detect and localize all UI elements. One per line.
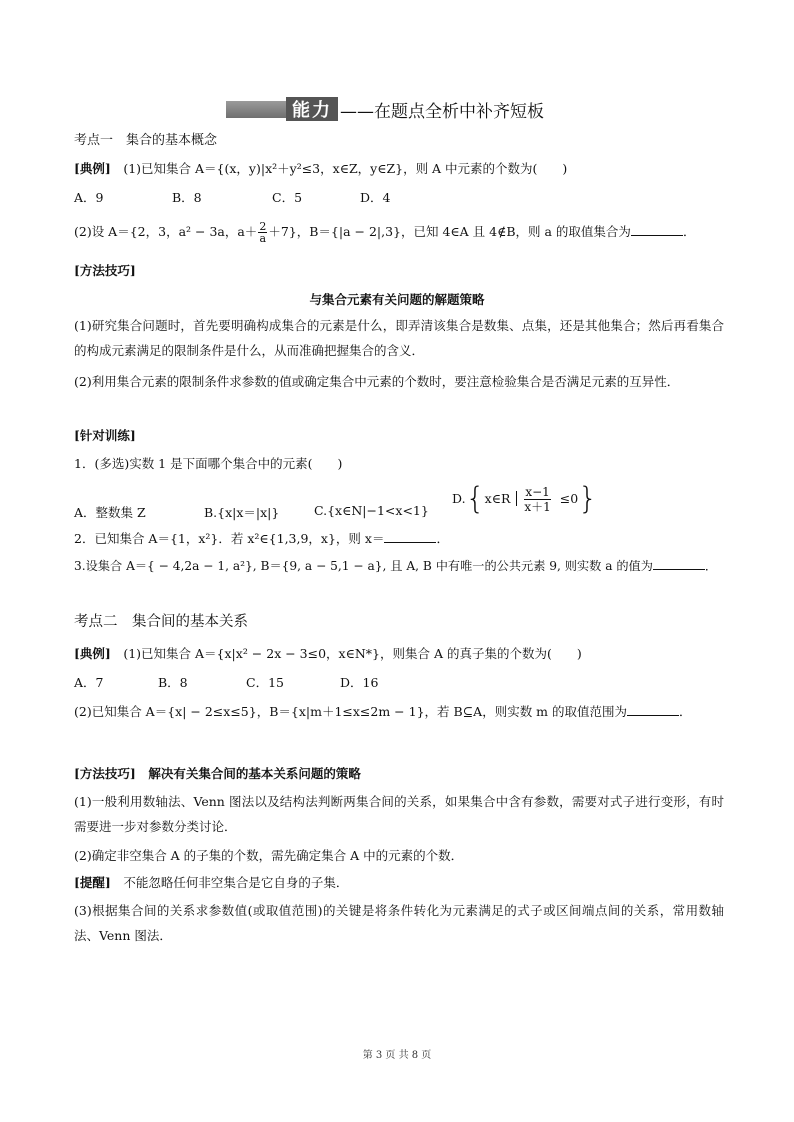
training-question-3: 3.设集合 A＝{ − 4,2a − 1, a²}, B＝{9, a − 5,1 − a}, 且 A, B 中有唯一的公共元素 9, 则实数 a 的值为 ． — [74, 559, 718, 573]
example2-text-end: ＋7}，B＝{|a − 2|,3}，已知 4∈A 且 4∉B，则 a 的取值集合为 — [268, 224, 631, 239]
t2-option-b: B．8 — [158, 675, 188, 690]
answer-blank — [384, 530, 436, 543]
tip-label: [提醒] — [74, 875, 111, 890]
topic2-method-3: (3)根据集合间的关系求参数值(或取值范围)的关键是将条件转化为元素满足的式子或区间端点间的关系，常用数轴法、Venn 图法． — [74, 903, 724, 943]
t2-option-d: D．16 — [340, 675, 379, 690]
example2-text-start: (2)设 A＝{2，3，a² − 3a，a＋ — [74, 224, 258, 239]
topic2-tip: [提醒] 不能忽略任何非空集合是它自身的子集． — [74, 875, 349, 890]
header-subtitle: ——在题点全析中补齐短板 — [340, 101, 544, 122]
header-label-box: 能力 — [286, 97, 338, 121]
topic2-method-1: (1)一般利用数轴法、Venn 图法以及结构法判断两集合间的关系，如果集合中含有参数，需要对式子进行变形，有时需要进一步对参数分类讨论． — [74, 794, 724, 834]
training-label: [针对训练] — [74, 428, 136, 443]
option-a: A．9 — [74, 190, 104, 205]
t2-option-c: C．15 — [246, 675, 284, 690]
topic2-example2: (2)已知集合 A＝{x| − 2≤x≤5}，B＝{x|m＋1≤x≤2m − 1}，若 B⊆A，则实数 m 的取值范围为 ． — [74, 704, 692, 719]
training-question-1: 1．(多选)实数 1 是下面哪个集合中的元素( ) — [74, 456, 343, 471]
option-d: D．4 — [360, 190, 391, 205]
topic2-title: 考点二 集合间的基本关系 — [74, 614, 248, 630]
method-paragraph-2: (2)利用集合元素的限制条件求参数的值或确定集合中元素的个数时，要注意检验集合是否满足元素的互异性． — [74, 374, 680, 389]
topic1-title: 考点一 集合的基本概念 — [74, 133, 218, 148]
section-header — [226, 96, 544, 122]
answer-blank — [631, 223, 683, 236]
t2-option-a: A．7 — [74, 675, 104, 690]
method-label: [方法技巧] — [74, 766, 136, 781]
q1-option-d: D.{x∈R $\frac{x-1}{x+1}$ ≤0} — [452, 481, 598, 517]
example1-text: (1)已知集合 A＝{(x，y)|x²＋y²≤3，x∈Z，y∈Z}，则 A 中元素的个数为( ) — [110, 161, 568, 176]
d-fraction: $\frac{x-1}{x+1}$ — [524, 485, 551, 514]
answer-blank — [653, 557, 705, 570]
q1-option-a: A．整数集 Z — [74, 505, 146, 520]
topic2-example1: [典例] (1)已知集合 A＝{x|x² − 2x − 3≤0，x∈N*}，则集合 A 的真子集的个数为( ) — [74, 646, 582, 661]
option-c: C．5 — [272, 190, 303, 205]
method-title: 解决有关集合间的基本关系问题的策略 — [135, 766, 361, 781]
page-footer: 第 3 页 共 8 页 — [362, 1050, 432, 1061]
fraction: $\frac{2}{a}$ — [259, 220, 267, 245]
example-label: [典例] — [74, 646, 111, 661]
answer-blank — [627, 703, 679, 716]
method-paragraph-1: (1)研究集合问题时，首先要明确构成集合的元素是什么，即弄清该集合是数集、点集，还是其他集合；然后再看集合的构成元素满足的限制条件是什么，从而准确把握集合的含义． — [74, 318, 724, 358]
topic2-method — [74, 765, 361, 783]
option-b: B．8 — [172, 190, 202, 205]
method-title: 与集合元素有关问题的解题策略 — [309, 292, 485, 307]
topic1-example2: (2)设 A＝{2，3，a² − 3a，a＋ $\frac{2}{a}$ ＋7}，B＝{|a − 2|,3}，已知 4∈A 且 4∉B，则 a 的取值集合为 ． — [74, 220, 696, 245]
training-question-2: 2．已知集合 A＝{1，x²}．若 x²∈{1,3,9，x}，则 x＝ ． — [74, 531, 449, 546]
q1-option-c: C.{x∈N|−1<x<1} — [314, 503, 429, 518]
header-bar-decoration — [226, 101, 286, 118]
example-label: [典例] — [74, 161, 111, 176]
topic1-example1 — [74, 160, 567, 178]
q1-option-b: B.{x|x＝|x|} — [204, 505, 280, 520]
method-label: [方法技巧] — [74, 263, 136, 278]
topic2-method-2: (2)确定非空集合 A 的子集的个数，需先确定集合 A 中的元素的个数． — [74, 848, 464, 863]
